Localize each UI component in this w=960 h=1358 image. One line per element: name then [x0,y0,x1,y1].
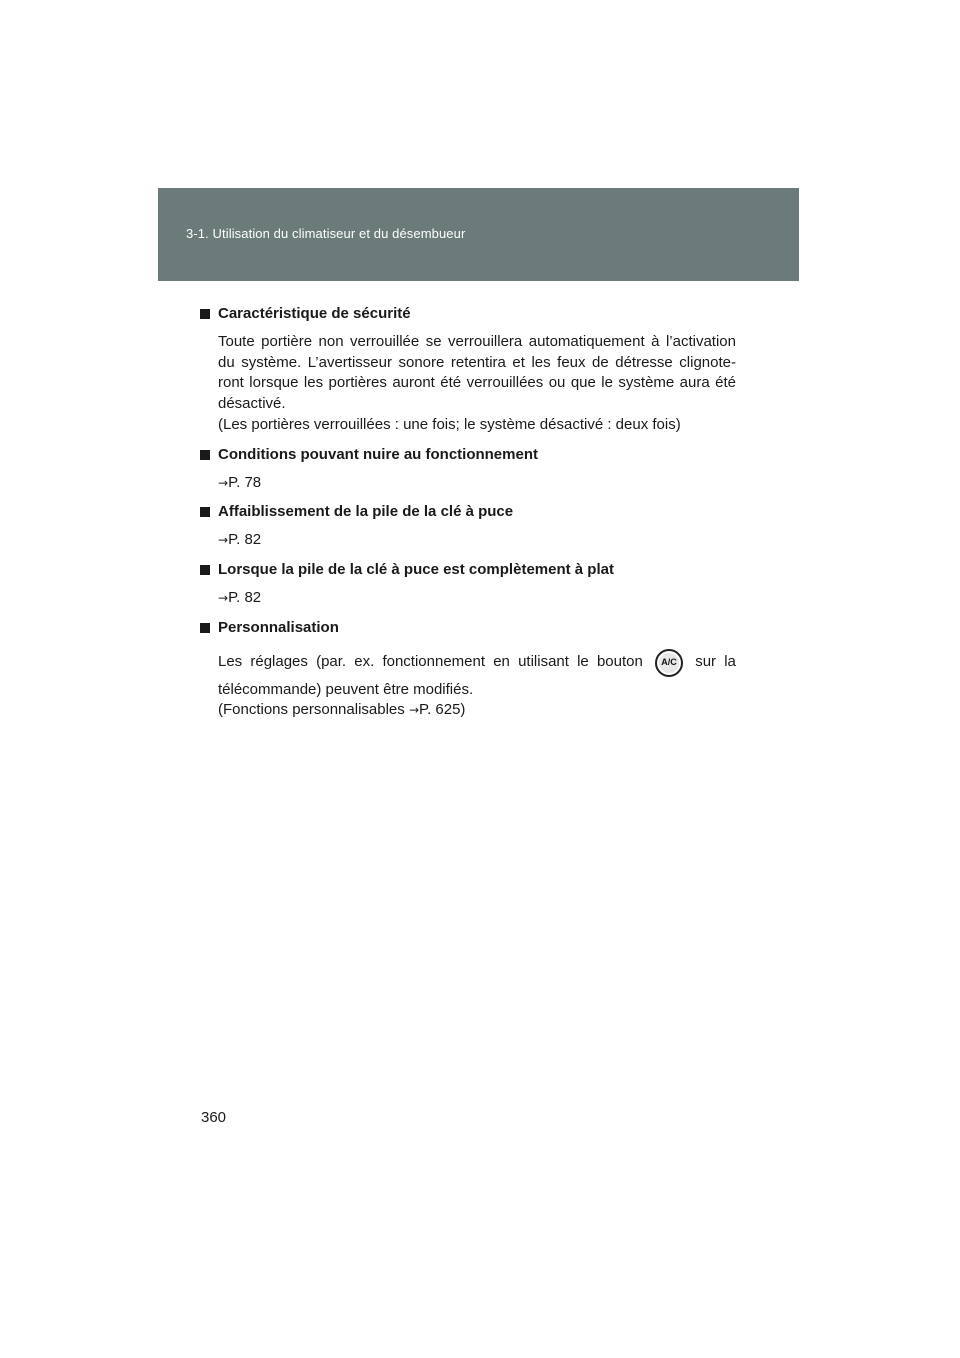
word: le [577,653,589,671]
arrow-icon: → [408,703,419,718]
bullet-square-icon [200,309,210,319]
section-body-battery-dead [200,588,736,609]
bullet-square-icon [200,565,210,575]
bullet-square-icon [200,623,210,633]
section-body-battery-weak [200,530,736,551]
section-body-safety [200,332,736,436]
word: utilisant [518,653,569,671]
customization-line-3: (Fonctions personnalisables →P. 625) [218,701,466,719]
section-heading-label: Affaiblissement de la pile de la clé à puce [218,503,514,521]
customization-line [218,646,736,680]
bullet-square-icon [200,507,210,517]
section-body-customization [200,646,736,721]
section-heading-label: Personnalisation [218,618,339,636]
customization-line-2: télécommande) peuvent être modifiés. [218,680,474,698]
section-title: 3-1. Utilisation du climatiseur et du désembueur [186,226,466,241]
page-reference[interactable]: P. 625) [419,701,466,719]
section-heading-battery-weak [200,503,736,521]
section-body-conditions [200,473,736,494]
word: fonctionnement [382,653,486,671]
word: Les [218,653,243,671]
page-reference[interactable]: →P. 82 [218,588,262,606]
word: réglages [250,653,308,671]
chapter-header [158,188,799,281]
word: bouton [596,653,643,671]
page-reference[interactable]: →P. 78 [218,473,262,491]
body-note: (Les portières verrouillées : une fois; le système désactivé : deux fois) [218,415,681,433]
word: la [724,653,736,671]
section-heading-label: Caractéristique de sécurité [218,305,411,322]
arrow-icon: → [218,590,229,605]
section-heading-label: Lorsque la pile de la clé à puce est complètement à plat [218,560,614,578]
word: (par. [316,653,347,671]
arrow-icon: → [218,475,229,490]
section-heading-safety [200,305,736,323]
word: en [493,653,510,671]
body-paragraph: Toute portière non verrouillée se verrouillera automatiquement à l’activation du système. L’avertisseur sonore retentira et les feux de détresse clignote-ront lorsque les portières auront été verrouillées ou que le système aura été désactivé. [218,333,736,413]
arrow-icon: → [218,533,229,548]
section-heading-battery-dead [200,561,736,579]
section-heading-label: Conditions pouvant nuire au fonctionnement [218,445,538,463]
page-content [200,305,736,731]
bullet-square-icon [200,450,210,460]
page-number: 360 [201,1109,227,1126]
section-heading-conditions [200,446,736,464]
page-reference[interactable]: →P. 82 [218,531,262,549]
word: ex. [354,653,375,671]
word: sur [695,653,717,671]
ac-button-icon: A/C [655,649,683,677]
section-heading-customization [200,619,736,637]
